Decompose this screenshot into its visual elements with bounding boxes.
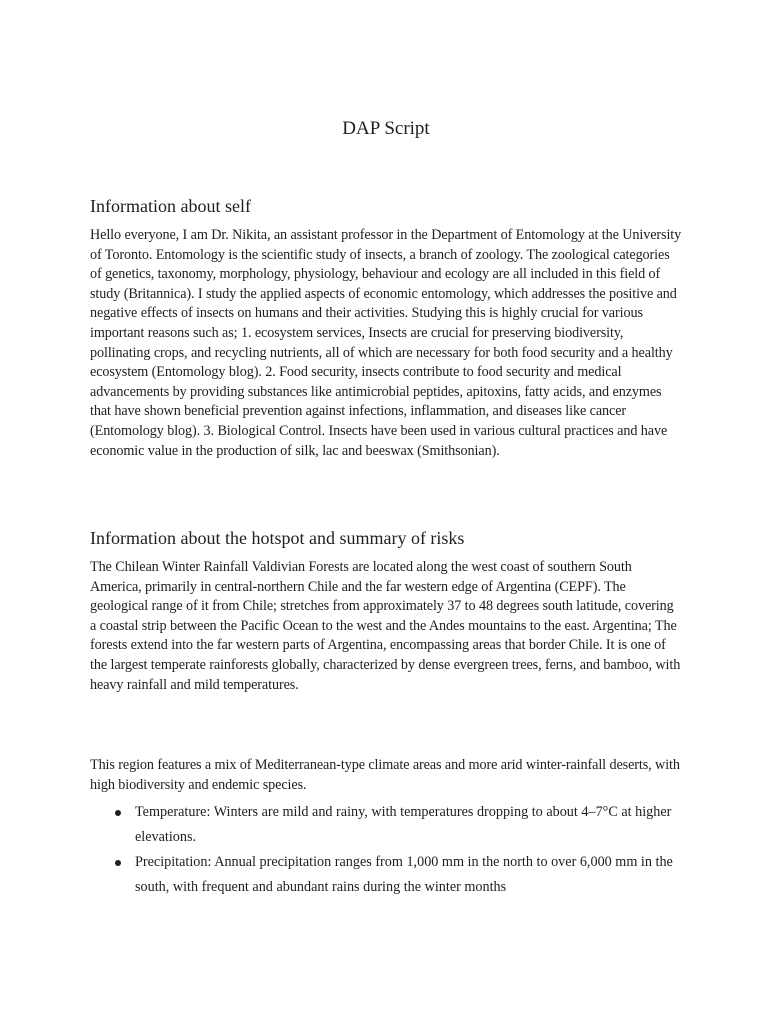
bullet-dot-icon	[115, 860, 121, 866]
section-heading-self: Information about self	[90, 196, 251, 216]
bullet-dot-icon	[115, 810, 121, 816]
bullet-text-temperature: Temperature: Winters are mild and rainy, with temperatures dropping to about 4–7°C at higher elevations.	[135, 804, 672, 845]
document-title: DAP Script	[342, 118, 430, 139]
climate-bullet-list	[90, 800, 682, 900]
bullet-text-precipitation: Precipitation: Annual precipitation ranges from 1,000 mm in the north to over 6,000 mm in the south, with frequent and abundant rains during the winter months	[135, 854, 673, 895]
section-paragraph-hotspot: The Chilean Winter Rainfall Valdivian Forests are located along the west coast of southern South America, primarily in central-northern Chile and the far western edge of Argentina (CEPF). The geological range of it from Chile; stretches from approximately 37 to 48 degrees south latitude, covering a coastal strip between the Pacific Ocean to the west and the Andes mountains to the east. Argentina; The forests extend into the far western parts of Argentina, encompassing areas that border Chile. It is one of the largest temperate rainforests globally, characterized by dense evergreen trees, ferns, and bamboo, with heavy rainfall and mild temperatures.	[90, 559, 681, 693]
section-paragraph-climate: This region features a mix of Mediterranean-type climate areas and more arid winter-rainfall deserts, with high biodiversity and endemic species.	[90, 757, 680, 793]
list-item	[90, 800, 682, 850]
section-paragraph-self: Hello everyone, I am Dr. Nikita, an assistant professor in the Department of Entomology at the University of Toronto. Entomology is the scientific study of insects, a branch of zoology. The zoological categories of genetics, taxonomy, morphology, physiology, behaviour and ecology are all included in this field of study (Britannica). I study the applied aspects of economic entomology, which addresses the positive and negative effects of insects on humans and their activities. Studying this is highly crucial for various important reasons such as; 1. ecosystem services, Insects are crucial for preserving biodiversity, pollinating crops, and recycling nutrients, all of which are necessary for both food security and a healthy ecosystem (Entomology blog). 2. Food security, insects contribute to food security and medical advancements by providing substances like antimicrobial peptides, apitoxins, fatty acids, and enzymes that have shown beneficial prevention against infections, inflammation, and diseases like cancer (Entomology blog). 3. Biological Control. Insects have been used in various cultural practices and have economic value in the production of silk, lac and beeswax (Smithsonian).	[90, 227, 682, 459]
section-heading-hotspot: Information about the hotspot and summary of risks	[90, 528, 465, 548]
list-item	[90, 850, 682, 900]
